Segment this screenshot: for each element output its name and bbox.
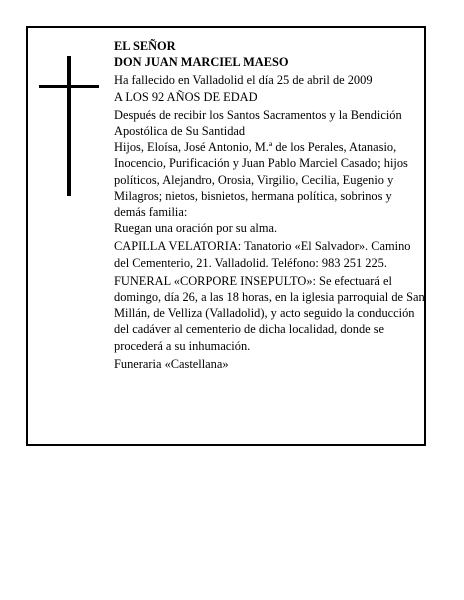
age-line: A LOS 92 AÑOS DE EDAD xyxy=(114,89,258,104)
sacraments-text: Después de recibir los Santos Sacramentos y la Bendición Apostólica de Su Santidad xyxy=(114,107,402,139)
prayer-text: Ruegan una oración por su alma. xyxy=(114,221,278,236)
deceased-name: DON JUAN MARCIEL MAESO xyxy=(114,55,289,70)
funeral-text: FUNERAL «CORPORE INSEPULTO»: Se efectuará el domingo, día 26, a las 18 horas, en la iglesia parroquial de San Millán, de Velliza (Valladolid), y acto seguido la conducción del cadáver al cementerio de dicha localidad, donde se procederá a su inhumación. xyxy=(114,273,425,353)
family-text: Hijos, Eloísa, José Antonio, M.ª de los Perales, Atanasio, Inocencio, Purificación y Juan Pablo Marciel Casado; hijos políticos, Alejandro, Orosia, Virgilio, Cecilia, Eugenio y Milagros; nietos, bisnietos, hermana política, sobrinos y demás familia: xyxy=(114,140,408,220)
funeral-home: Funeraria «Castellana» xyxy=(114,356,229,371)
title-line: EL SEÑOR xyxy=(114,39,176,53)
cross-horizontal-bar xyxy=(39,85,99,88)
chapel-text: CAPILLA VELATORIA: Tanatorio «El Salvador». Camino del Cementerio, 21. Valladolid. Teléfono: 983 251 225. xyxy=(114,239,411,270)
death-notice: Ha fallecido en Valladolid el día 25 de abril de 2009 xyxy=(114,73,373,88)
obituary-text xyxy=(114,38,426,372)
cross-vertical-bar xyxy=(67,56,71,196)
